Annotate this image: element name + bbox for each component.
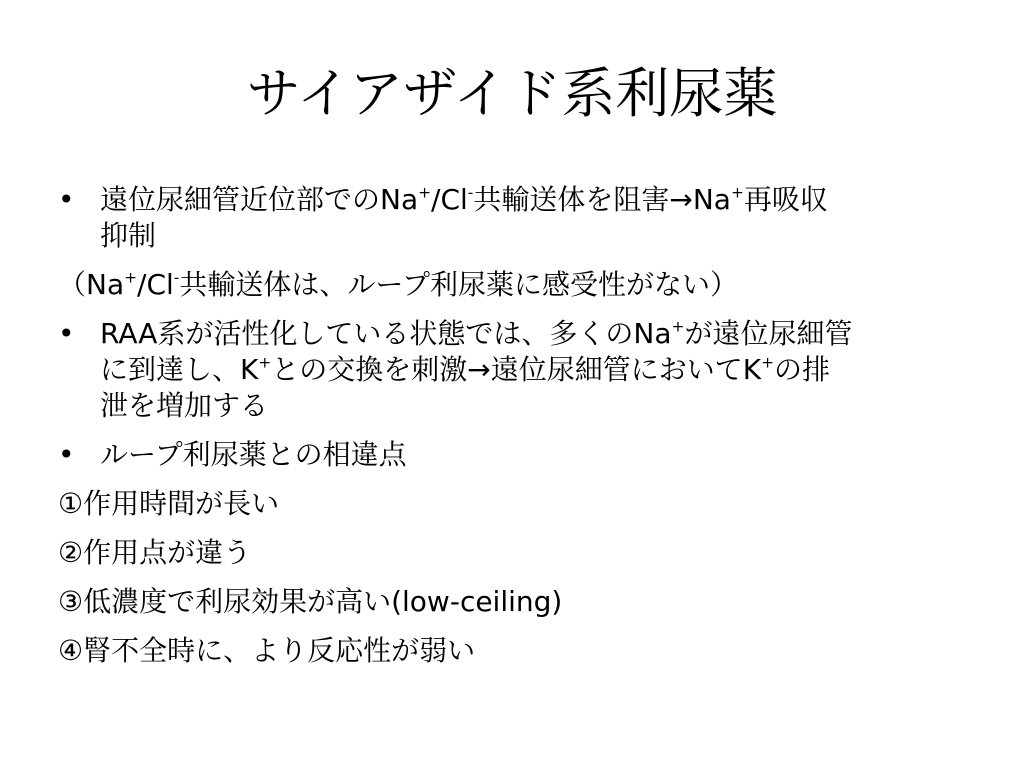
bullet-raa-line-3: 泄を増加する xyxy=(100,389,269,422)
text-segment: Na xyxy=(380,183,419,216)
text-segment: 再吸収 xyxy=(743,183,828,216)
list-item: ③低濃度で利尿効果が高い(low-ceiling) xyxy=(58,585,563,618)
text-segment: RAA系が活性化している状態では、多くの xyxy=(100,317,634,350)
bullet-raa-line-2 xyxy=(100,352,958,388)
bullet-mechanism-line-2: 抑制 xyxy=(100,219,157,252)
text-segment: Na xyxy=(692,183,731,216)
slide-body xyxy=(58,182,958,682)
text-segment: Na xyxy=(633,317,672,350)
text-segment: K xyxy=(240,353,259,386)
note-paragraph xyxy=(58,267,958,303)
text-segment: が遠位尿細管 xyxy=(684,317,853,350)
slide-title: サイアザイド系利尿薬 xyxy=(246,62,778,125)
bullet-mechanism-line-1 xyxy=(100,182,958,218)
superscript: + xyxy=(730,183,744,202)
text-segment: 共輸送体を阻害→ xyxy=(473,183,693,216)
bullet-mechanism xyxy=(58,182,958,254)
superscript: + xyxy=(258,353,272,372)
superscript: + xyxy=(761,353,775,372)
superscript: - xyxy=(467,183,474,202)
superscript: + xyxy=(124,268,138,287)
list-item: ①作用時間が長い xyxy=(58,487,280,520)
text-segment: に到達し、 xyxy=(100,353,241,386)
text-segment: Na xyxy=(86,268,125,301)
bullet-raa-line-1 xyxy=(100,316,958,352)
bullet-raa xyxy=(58,316,958,424)
bullet-differences: • ループ利尿薬との相違点 xyxy=(58,437,958,473)
superscript: - xyxy=(173,268,180,287)
text-segment: K xyxy=(742,353,762,386)
list-item: ④腎不全時に、より反応性が弱い xyxy=(58,634,476,667)
text-segment: の排 xyxy=(774,353,831,386)
text-segment: （ xyxy=(58,268,87,301)
text-segment: /Cl xyxy=(137,268,174,301)
text-segment: 遠位尿細管近位部での xyxy=(100,183,381,216)
text-segment: /Cl xyxy=(431,183,468,216)
list-item: ②作用点が違う xyxy=(58,536,252,569)
text-segment: 共輸送体は、ループ利尿薬に感受性がない） xyxy=(179,268,738,301)
text-segment: との交換を刺激→遠位尿細管において xyxy=(271,353,743,386)
superscript: + xyxy=(671,317,685,336)
superscript: + xyxy=(418,183,432,202)
